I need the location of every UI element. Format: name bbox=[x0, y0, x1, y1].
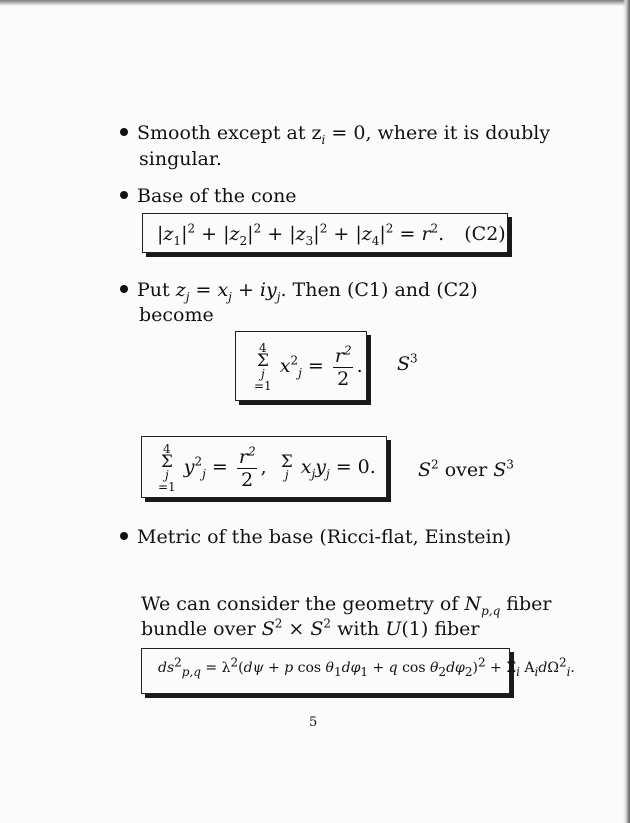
paragraph-text: fiber bbox=[428, 618, 480, 640]
bullet-put-zj-line2 bbox=[139, 303, 214, 327]
bullet-put-zj: Put $z_j = x_j + iy_j$. Then (C1) and (C2) bbox=[120, 278, 478, 302]
bullet-dot bbox=[120, 128, 128, 136]
bullet-text-line2: become bbox=[139, 304, 214, 326]
math-u1: U bbox=[385, 618, 402, 640]
sum-symbol: 4 Σ j =1 bbox=[254, 341, 272, 393]
bullet-dot bbox=[120, 285, 128, 293]
bullet-dot bbox=[120, 532, 128, 540]
fraction-r2-over-2: $\frac{r^2}{2}$ bbox=[238, 444, 256, 491]
equation-c2: $|z_1|^2 + |z_2|^2 + |z_3|^2 + |z_4|^2 = r^2$. bbox=[157, 221, 445, 248]
bullet-text-rest: . Then (C1) and (C2) bbox=[280, 279, 478, 301]
bullet-text: Put bbox=[137, 279, 176, 301]
paragraph-text: with bbox=[331, 618, 386, 640]
bullet-text: Metric of the base (Ricci-flat, Einstein) bbox=[137, 526, 512, 548]
paragraph-line2: bundle over $S^2 \times S^2$ with U(1) fiber bbox=[141, 616, 480, 640]
bullet-base-of-cone bbox=[120, 184, 297, 208]
fraction-r2-over-2: $\frac{r^2}{2}$ bbox=[334, 343, 352, 390]
label-s2-over-s3: $S^2$ over $S^3$ bbox=[418, 457, 514, 481]
bullet-text: Smooth except at z bbox=[137, 122, 322, 144]
equation-metric-box bbox=[141, 648, 575, 694]
bullet-text-rest: = 0, where it is doubly bbox=[325, 122, 551, 144]
equation-x-box: 4 Σ j =1 $x^2_j$ = $\frac{r^2}{2}$ . bbox=[235, 331, 367, 401]
scan-right-edge bbox=[623, 0, 630, 823]
page-number-text: 5 bbox=[309, 715, 318, 730]
bullet-smooth bbox=[120, 121, 550, 145]
label-s3: $S^3$ bbox=[397, 351, 418, 375]
paragraph-line1 bbox=[141, 592, 551, 616]
bullet-smooth-line2 bbox=[139, 147, 222, 171]
math-xj2: x bbox=[279, 355, 291, 377]
paragraph-text: fiber bbox=[500, 593, 552, 615]
scan-top-edge bbox=[0, 0, 630, 6]
text-over: over bbox=[444, 459, 488, 481]
math-yj2: y bbox=[183, 456, 195, 478]
paragraph-text: We can consider the geometry of bbox=[141, 593, 465, 615]
paragraph-text: bundle over bbox=[141, 618, 262, 640]
math-zj: $z_j$ bbox=[175, 279, 190, 304]
math-xjyj: $x_jy_j$ bbox=[300, 456, 330, 481]
bullet-dot bbox=[120, 191, 128, 199]
equation-metric: $ds^2_{p,q} = \lambda^2(d\psi + p$ $\cos \theta_1d\varphi_1 + q$ $\cos \theta_2d\varphi_2)^2 + \Sigma_i$ $A_id\Omega^2_i$. bbox=[158, 655, 575, 679]
equation-y-box: 4 Σ j =1 $y^2_j$ = $\frac{r^2}{2}$ , Σ j $x_jy_j = 0$. bbox=[141, 436, 387, 498]
equation-tag: (C2) bbox=[464, 223, 506, 245]
bullet-metric bbox=[120, 525, 511, 549]
math-xj-iyj: $x_j$ bbox=[217, 279, 232, 304]
equals: = bbox=[189, 279, 218, 301]
page-number bbox=[309, 715, 317, 731]
bullet-text: Base of the cone bbox=[137, 185, 297, 207]
math-npq: $N_{p,q}$ bbox=[464, 593, 501, 618]
subscript: i bbox=[321, 132, 326, 147]
math-s2xs2: S bbox=[261, 618, 275, 640]
sum-symbol: Σ j bbox=[280, 452, 293, 482]
equation-c2-box bbox=[142, 213, 508, 253]
bullet-text-line2: singular. bbox=[139, 148, 222, 170]
sum-symbol: 4 Σ j =1 bbox=[158, 442, 176, 494]
